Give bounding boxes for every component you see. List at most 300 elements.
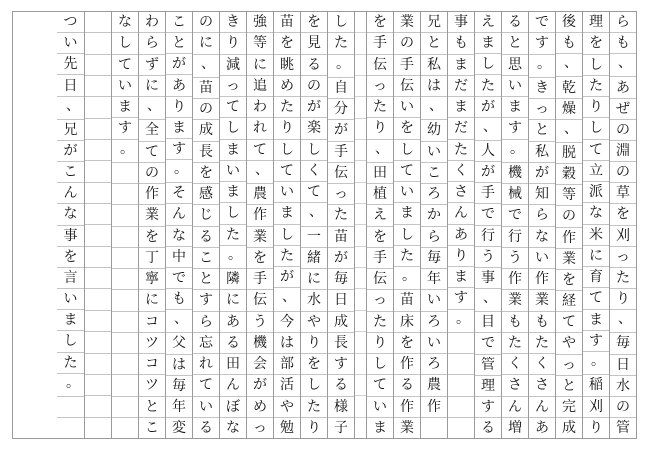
grid-cell: 行	[475, 225, 501, 246]
grid-cell	[85, 203, 111, 224]
grid-cell: を	[583, 32, 609, 53]
grid-cell	[355, 267, 366, 288]
grid-cell: 業	[247, 226, 273, 247]
grid-cell: た	[301, 396, 327, 417]
manuscript-column	[393, 12, 420, 438]
grid-cell: 、	[166, 309, 192, 332]
manuscript-column	[111, 12, 138, 438]
grid-cell: 私	[421, 54, 447, 75]
grid-cell: り	[448, 245, 474, 266]
manuscript-column	[246, 12, 273, 438]
grid-cell: を	[193, 162, 219, 183]
grid-cell: 手	[367, 32, 393, 53]
grid-cell: ぜ	[610, 98, 636, 119]
grid-cell: 穀	[556, 163, 582, 184]
grid-cell: 。	[448, 309, 474, 332]
grid-cell: る	[508, 14, 522, 31]
grid-cell: な	[220, 417, 246, 438]
grid-cell: ん	[529, 396, 555, 417]
grid-cell: 。	[166, 159, 192, 182]
grid-cell: も	[448, 32, 474, 53]
grid-cell: っ	[529, 98, 555, 119]
grid-cell: 苗	[394, 289, 420, 310]
grid-cell: 。	[112, 139, 138, 162]
grid-cell: 毎	[328, 268, 354, 289]
grid-cell: ツ	[139, 374, 165, 395]
grid-cell: 立	[583, 160, 609, 181]
grid-cell: 楽	[301, 117, 327, 138]
grid-cell: 知	[529, 183, 555, 204]
grid-cell: す	[112, 117, 138, 138]
grid-cell: 成	[328, 311, 354, 332]
grid-cell	[112, 247, 138, 268]
grid-cell: 兄	[427, 14, 441, 31]
grid-cell: を	[394, 332, 420, 353]
grid-cell: す	[583, 330, 609, 351]
grid-cell	[112, 417, 138, 438]
grid-cell: も	[502, 311, 528, 332]
grid-cell: し	[334, 14, 348, 31]
grid-cell: れ	[193, 353, 219, 374]
grid-cell: 目	[475, 311, 501, 332]
grid-cell: も	[529, 311, 555, 332]
grid-cell: 人	[475, 140, 501, 161]
grid-cell: た	[502, 332, 528, 353]
grid-cell: て	[220, 96, 246, 117]
grid-cell: 言	[57, 267, 84, 288]
grid-cell	[85, 75, 111, 96]
grid-cell: す	[166, 138, 192, 159]
grid-cell: を	[610, 203, 636, 224]
grid-cell	[355, 246, 366, 267]
grid-cell	[112, 289, 138, 310]
grid-cell: 作	[529, 268, 555, 289]
grid-cell: を	[373, 14, 387, 31]
grid-cell	[112, 204, 138, 225]
grid-cell: ろ	[421, 183, 447, 204]
grid-cell: 刈	[610, 225, 636, 246]
grid-cell	[85, 32, 111, 53]
grid-cell: や	[556, 332, 582, 353]
grid-cell: の	[610, 396, 636, 417]
grid-cell: う	[475, 246, 501, 267]
grid-cell: り	[367, 332, 393, 353]
grid-cell: ら	[421, 226, 447, 247]
grid-cell: ぼ	[220, 396, 246, 417]
manuscript-column	[273, 12, 300, 438]
grid-cell: る	[193, 417, 219, 438]
grid-cell: と	[421, 32, 447, 53]
grid-cell: 作	[421, 396, 447, 417]
grid-cell	[85, 374, 111, 395]
grid-cell	[355, 310, 366, 331]
grid-cell: じ	[193, 204, 219, 225]
grid-cell: め	[247, 396, 273, 417]
grid-cell: し	[301, 139, 327, 160]
grid-cell: 。	[220, 245, 246, 268]
grid-cell: 行	[502, 226, 528, 247]
grid-cell	[355, 353, 366, 374]
grid-cell: ま	[448, 266, 474, 287]
grid-cell: 燥	[556, 98, 582, 119]
grid-cell: ん	[166, 203, 192, 224]
grid-cell: 完	[556, 396, 582, 417]
grid-cell	[85, 54, 111, 75]
grid-cell: や	[274, 396, 300, 417]
grid-cell: ま	[394, 202, 420, 223]
grid-cell: き	[226, 14, 240, 31]
grid-cell: ま	[274, 202, 300, 223]
grid-cell: ろ	[421, 311, 447, 332]
grid-cell: い	[421, 332, 447, 353]
grid-cell: 植	[367, 183, 393, 204]
grid-cell	[355, 288, 366, 309]
grid-cell: 作	[394, 353, 420, 374]
grid-cell	[85, 224, 111, 245]
grid-cell: 日	[610, 354, 636, 375]
grid-cell: り	[367, 117, 393, 138]
grid-cell: 田	[220, 353, 246, 374]
grid-cell: い	[421, 141, 447, 162]
grid-cell	[448, 353, 474, 374]
manuscript-column	[327, 12, 354, 438]
manuscript-column	[582, 12, 609, 438]
grid-cell: ん	[57, 182, 84, 203]
grid-cell: を	[57, 246, 84, 267]
grid-cell: し	[367, 353, 393, 374]
grid-cell: る	[220, 332, 246, 353]
grid-cell: て	[247, 139, 273, 160]
grid-cell: い	[112, 75, 138, 96]
grid-cell: 子	[328, 417, 354, 438]
grid-cell: 活	[274, 374, 300, 395]
grid-cell: 、	[139, 96, 165, 119]
grid-cell: っ	[328, 183, 354, 204]
grid-cell: ら	[616, 14, 630, 31]
grid-cell: 作	[394, 396, 420, 417]
grid-cell: 。	[328, 54, 354, 77]
grid-cell	[85, 118, 111, 139]
grid-cell: 様	[328, 396, 354, 417]
grid-cell: 草	[610, 182, 636, 203]
grid-cell: ら	[529, 204, 555, 225]
grid-cell: さ	[502, 374, 528, 395]
grid-cell: て	[556, 311, 582, 332]
grid-cell: 毎	[166, 375, 192, 396]
grid-cell	[85, 267, 111, 288]
grid-cell: ま	[112, 96, 138, 117]
grid-cell: 淵	[610, 140, 636, 161]
manuscript-column	[300, 12, 327, 438]
grid-cell	[85, 395, 111, 416]
manuscript-column	[219, 12, 246, 438]
grid-cell: あ	[529, 417, 555, 438]
grid-cell: ん	[448, 202, 474, 223]
grid-cell: 事	[57, 225, 84, 246]
grid-cell: り	[274, 117, 300, 138]
grid-cell: ま	[475, 32, 501, 53]
grid-cell	[85, 353, 111, 374]
manuscript-column	[366, 12, 393, 438]
grid-cell: っ	[220, 75, 246, 96]
grid-cell	[355, 331, 366, 352]
grid-cell: 理	[475, 375, 501, 396]
grid-cell	[112, 396, 138, 417]
grid-cell: く	[502, 353, 528, 374]
grid-cell: 、	[610, 53, 636, 76]
grid-cell: 等	[247, 32, 273, 53]
grid-cell: 年	[421, 268, 447, 289]
grid-cell: 長	[328, 332, 354, 353]
grid-cell: ん	[502, 396, 528, 417]
grid-cell: 、	[475, 288, 501, 311]
grid-cell: 緒	[301, 247, 327, 268]
grid-cell	[85, 288, 111, 309]
grid-cell: 思	[502, 54, 528, 75]
grid-cell: 育	[583, 266, 609, 287]
grid-cell: の	[193, 98, 219, 119]
grid-cell: て	[394, 160, 420, 181]
grid-cell: 伝	[367, 54, 393, 75]
manuscript-column	[501, 12, 528, 438]
grid-cell: 乾	[556, 76, 582, 97]
grid-cell: て	[583, 287, 609, 308]
manuscript-column	[609, 12, 636, 438]
grid-cell: い	[57, 32, 84, 53]
grid-cell: が	[529, 162, 555, 183]
grid-cell: 感	[193, 183, 219, 204]
grid-cell: す	[475, 396, 501, 417]
grid-cell: で	[475, 203, 501, 224]
grid-cell: い	[394, 96, 420, 117]
grid-cell: 。	[529, 54, 555, 77]
grid-cell: た	[448, 139, 474, 160]
grid-cell: が	[475, 96, 501, 117]
grid-cell: わ	[145, 14, 159, 31]
grid-cell: 強	[253, 14, 267, 31]
grid-cell	[85, 182, 111, 203]
manuscript-column	[57, 12, 84, 438]
grid-cell: れ	[247, 117, 273, 138]
grid-cell: く	[301, 160, 327, 181]
grid-cell: ツ	[139, 332, 165, 353]
grid-cell: る	[301, 54, 327, 75]
grid-cell: い	[421, 289, 447, 310]
manuscript-paper	[12, 11, 637, 439]
binding-gutter	[354, 12, 366, 438]
manuscript-column	[420, 12, 447, 438]
grid-cell: ま	[220, 181, 246, 202]
grid-cell: 管	[475, 354, 501, 375]
grid-cell: 事	[475, 267, 501, 288]
grid-cell: り	[166, 96, 192, 117]
grid-cell: し	[394, 139, 420, 160]
grid-cell: ま	[367, 417, 393, 438]
grid-cell: と	[529, 119, 555, 140]
grid-cell: 毎	[610, 332, 636, 353]
grid-cell: て	[112, 54, 138, 75]
grid-cell: た	[367, 96, 393, 117]
grid-cell: は	[421, 75, 447, 96]
grid-cell: が	[301, 96, 327, 117]
grid-cell: な	[583, 202, 609, 223]
grid-cell: か	[421, 204, 447, 225]
grid-cell: り	[301, 417, 327, 438]
grid-cell: し	[220, 202, 246, 223]
grid-cell: も	[166, 288, 192, 309]
grid-cell: て	[583, 139, 609, 160]
grid-cell: ら	[193, 311, 219, 332]
grid-cell: た	[367, 311, 393, 332]
grid-cell: い	[274, 181, 300, 202]
grid-cell: 、	[274, 287, 300, 310]
grid-cell: 業	[502, 289, 528, 310]
grid-cell	[355, 203, 366, 224]
manuscript-column	[138, 12, 165, 438]
grid-cell: 父	[166, 332, 192, 353]
grid-cell	[112, 226, 138, 247]
grid-cell: た	[529, 332, 555, 353]
grid-cell: ん	[220, 374, 246, 395]
grid-cell: 理	[589, 14, 603, 31]
grid-cell	[448, 417, 474, 438]
grid-cell: 、	[367, 139, 393, 162]
grid-cell	[355, 160, 366, 181]
grid-cell: 、	[556, 53, 582, 76]
grid-cell: が	[247, 374, 273, 395]
grid-cell: ま	[220, 139, 246, 160]
grid-cell: 寧	[139, 268, 165, 289]
grid-cell	[112, 183, 138, 204]
grid-cell: の	[610, 119, 636, 140]
grid-cell: ま	[448, 54, 474, 75]
grid-cell: は	[166, 354, 192, 375]
grid-cell: 後	[562, 14, 576, 31]
grid-cell: い	[529, 247, 555, 268]
grid-cell: る	[475, 417, 501, 438]
grid-cell: 中	[166, 246, 192, 267]
grid-cell: た	[475, 74, 501, 95]
grid-cell: を	[367, 226, 393, 247]
grid-cell: 苗	[193, 77, 219, 98]
grid-cell: こ	[172, 14, 186, 31]
grid-cell: 眺	[274, 54, 300, 75]
grid-cell: 農	[421, 374, 447, 395]
grid-cell	[355, 118, 366, 139]
grid-cell	[448, 332, 474, 353]
grid-cell: わ	[247, 96, 273, 117]
grid-cell: 苗	[328, 226, 354, 247]
grid-cell: 先	[57, 53, 84, 74]
manuscript-column	[84, 12, 111, 438]
grid-cell: た	[328, 204, 354, 225]
grid-cell: ま	[57, 309, 84, 330]
grid-cell: 苗	[280, 14, 294, 31]
grid-cell: だ	[448, 75, 474, 96]
grid-cell: 減	[220, 54, 246, 75]
grid-cell: 隣	[220, 268, 246, 289]
grid-cell: 作	[502, 268, 528, 289]
grid-cell: い	[193, 396, 219, 417]
grid-cell: で	[166, 267, 192, 288]
grid-cell: 成	[556, 417, 582, 438]
grid-cell: 業	[400, 14, 414, 31]
grid-cell: の	[394, 32, 420, 53]
grid-cell: く	[448, 160, 474, 181]
manuscript-column	[447, 12, 474, 438]
grid-cell: つ	[63, 14, 78, 31]
grid-cell: 。	[583, 351, 609, 374]
grid-cell	[355, 182, 366, 203]
grid-cell: が	[328, 119, 354, 140]
grid-cell	[355, 224, 366, 245]
grid-cell	[355, 32, 366, 53]
grid-cell	[85, 331, 111, 352]
grid-cell: す	[502, 117, 528, 138]
manuscript-column	[555, 12, 582, 438]
grid-cell: と	[556, 375, 582, 396]
grid-cell: い	[367, 396, 393, 417]
grid-cell: に	[220, 289, 246, 310]
grid-cell	[448, 396, 474, 417]
grid-cell: 作	[247, 204, 273, 225]
grid-cell: る	[394, 374, 420, 395]
grid-cell: で	[475, 332, 501, 353]
grid-cell: り	[301, 332, 327, 353]
grid-cell: 米	[583, 224, 609, 245]
grid-cell: 追	[247, 75, 273, 96]
grid-cell: だ	[448, 117, 474, 138]
grid-cell: る	[193, 226, 219, 247]
grid-cell	[112, 268, 138, 289]
grid-cell: こ	[57, 161, 84, 182]
grid-cell: っ	[367, 75, 393, 96]
grid-cell: で	[535, 14, 549, 31]
grid-cell: 一	[301, 226, 327, 247]
grid-cell: コ	[139, 353, 165, 374]
grid-cell: 等	[556, 184, 582, 205]
grid-cell: こ	[421, 162, 447, 183]
grid-cell: コ	[139, 311, 165, 332]
grid-cell: え	[367, 204, 393, 225]
grid-cell: を	[394, 117, 420, 138]
grid-cell: 業	[394, 417, 420, 438]
grid-cell: が	[475, 161, 501, 182]
grid-cell	[85, 310, 111, 331]
grid-cell: ま	[448, 96, 474, 117]
grid-cell: な	[529, 226, 555, 247]
grid-cell: 業	[529, 289, 555, 310]
grid-cell: っ	[610, 246, 636, 267]
grid-cell	[85, 417, 111, 438]
grid-cell: 、	[193, 54, 219, 77]
grid-cell	[57, 417, 84, 438]
grid-cell	[355, 12, 366, 32]
grid-cell: 業	[556, 248, 582, 269]
grid-cell: に	[247, 54, 273, 75]
manuscript-column	[528, 12, 555, 438]
grid-cell: の	[301, 75, 327, 96]
grid-cell: し	[301, 374, 327, 395]
grid-cell: を	[307, 14, 321, 31]
grid-cell: に	[139, 75, 165, 96]
grid-cell	[112, 311, 138, 332]
grid-cell: こ	[193, 247, 219, 268]
grid-cell: い	[220, 160, 246, 181]
grid-cell: 、	[301, 202, 327, 225]
grid-cell: 年	[166, 396, 192, 417]
grid-cell: 水	[610, 375, 636, 396]
